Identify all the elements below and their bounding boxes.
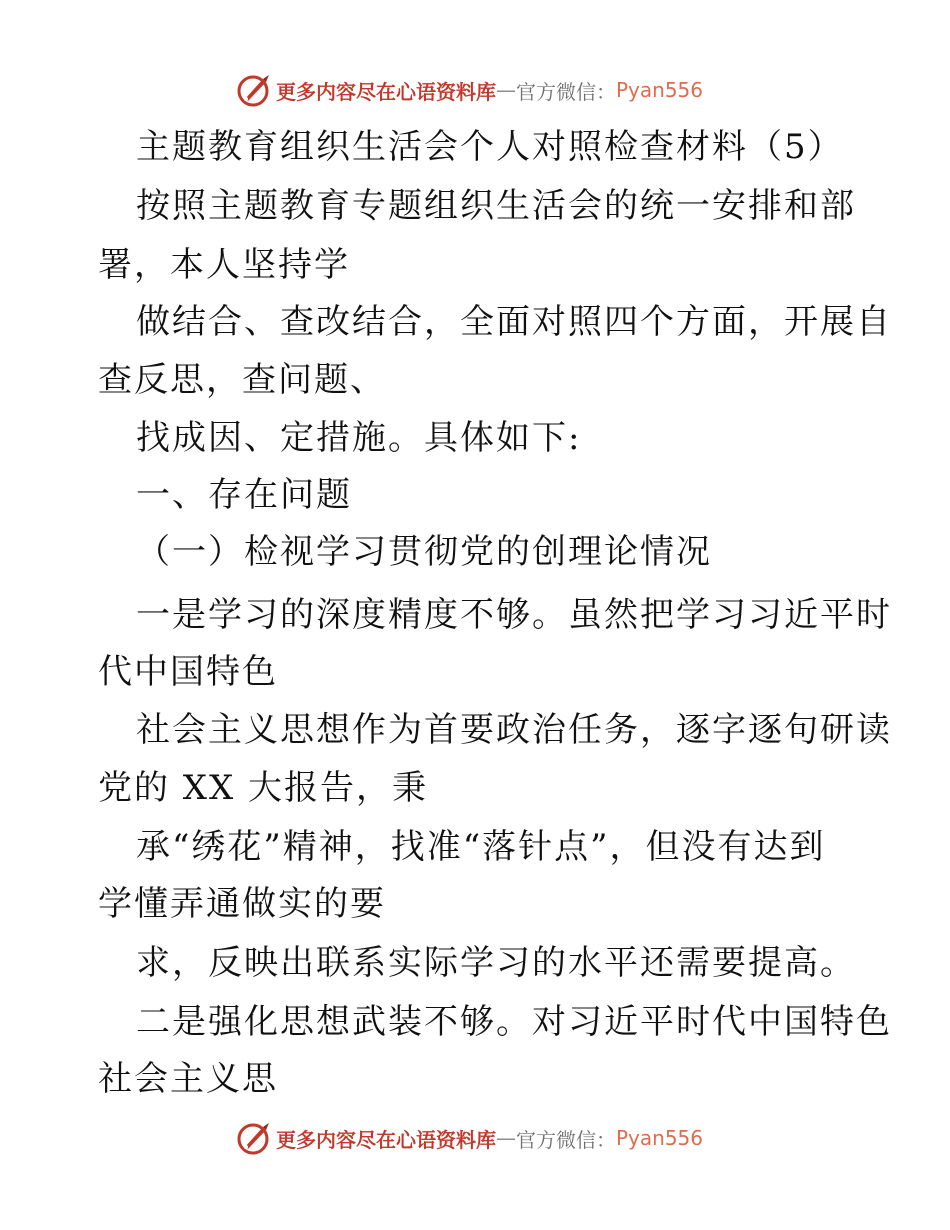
paragraph-line: 求，反映出联系实际学习的水平还需要提高。 (136, 943, 856, 983)
banner-wechat-id: Pyan556 (616, 1126, 704, 1150)
paragraph-line: 学懂弄通做实的要 (98, 884, 386, 924)
paragraph-line: 党的 XX 大报告，秉 (98, 768, 429, 808)
banner-wechat-label: 官方微信： (516, 1127, 616, 1152)
quill-pen-logo-icon (236, 72, 272, 108)
section-heading: 一、存在问题 (136, 475, 352, 515)
paragraph-line: 做结合、查改结合，全面对照四个方面，开展自 (136, 302, 892, 342)
paragraph-line: 找成因、定措施。具体如下: (136, 418, 582, 458)
paragraph-line: 一是学习的深度精度不够。虽然把学习习近平时 (136, 595, 892, 635)
paragraph-line: 按照主题教育专题组织生活会的统一安排和部 (136, 186, 856, 226)
paragraph-line: 社会主义思想作为首要政治任务，逐字逐句研读 (136, 710, 892, 750)
banner-separator: — (496, 78, 516, 102)
banner-wechat-label: 官方微信： (516, 79, 616, 104)
document-title: 主题教育组织生活会个人对照检查材料（5） (136, 127, 844, 167)
banner-separator: — (496, 1126, 516, 1150)
header-watermark-banner (236, 70, 716, 110)
banner-title: 更多内容尽在心语资料库 (276, 79, 496, 104)
paragraph-line: 社会主义思 (98, 1059, 278, 1099)
banner-title: 更多内容尽在心语资料库 (276, 1127, 496, 1152)
paragraph-line: 二是强化思想武装不够。对习近平时代中国特色 (136, 1002, 892, 1042)
paragraph-line: 查反思，查问题、 (98, 360, 386, 400)
paragraph-line: 代中国特色 (98, 652, 278, 692)
quill-pen-logo-icon (236, 1120, 272, 1156)
banner-wechat-id: Pyan556 (616, 78, 704, 102)
paragraph-line: 署，本人坚持学 (98, 245, 350, 285)
paragraph-line: 承“绣花”精神，找准“落针点”，但没有达到 (136, 827, 826, 867)
subsection-heading: （一）检视学习贯彻党的创理论情况 (136, 532, 712, 572)
footer-watermark-banner (236, 1118, 716, 1158)
